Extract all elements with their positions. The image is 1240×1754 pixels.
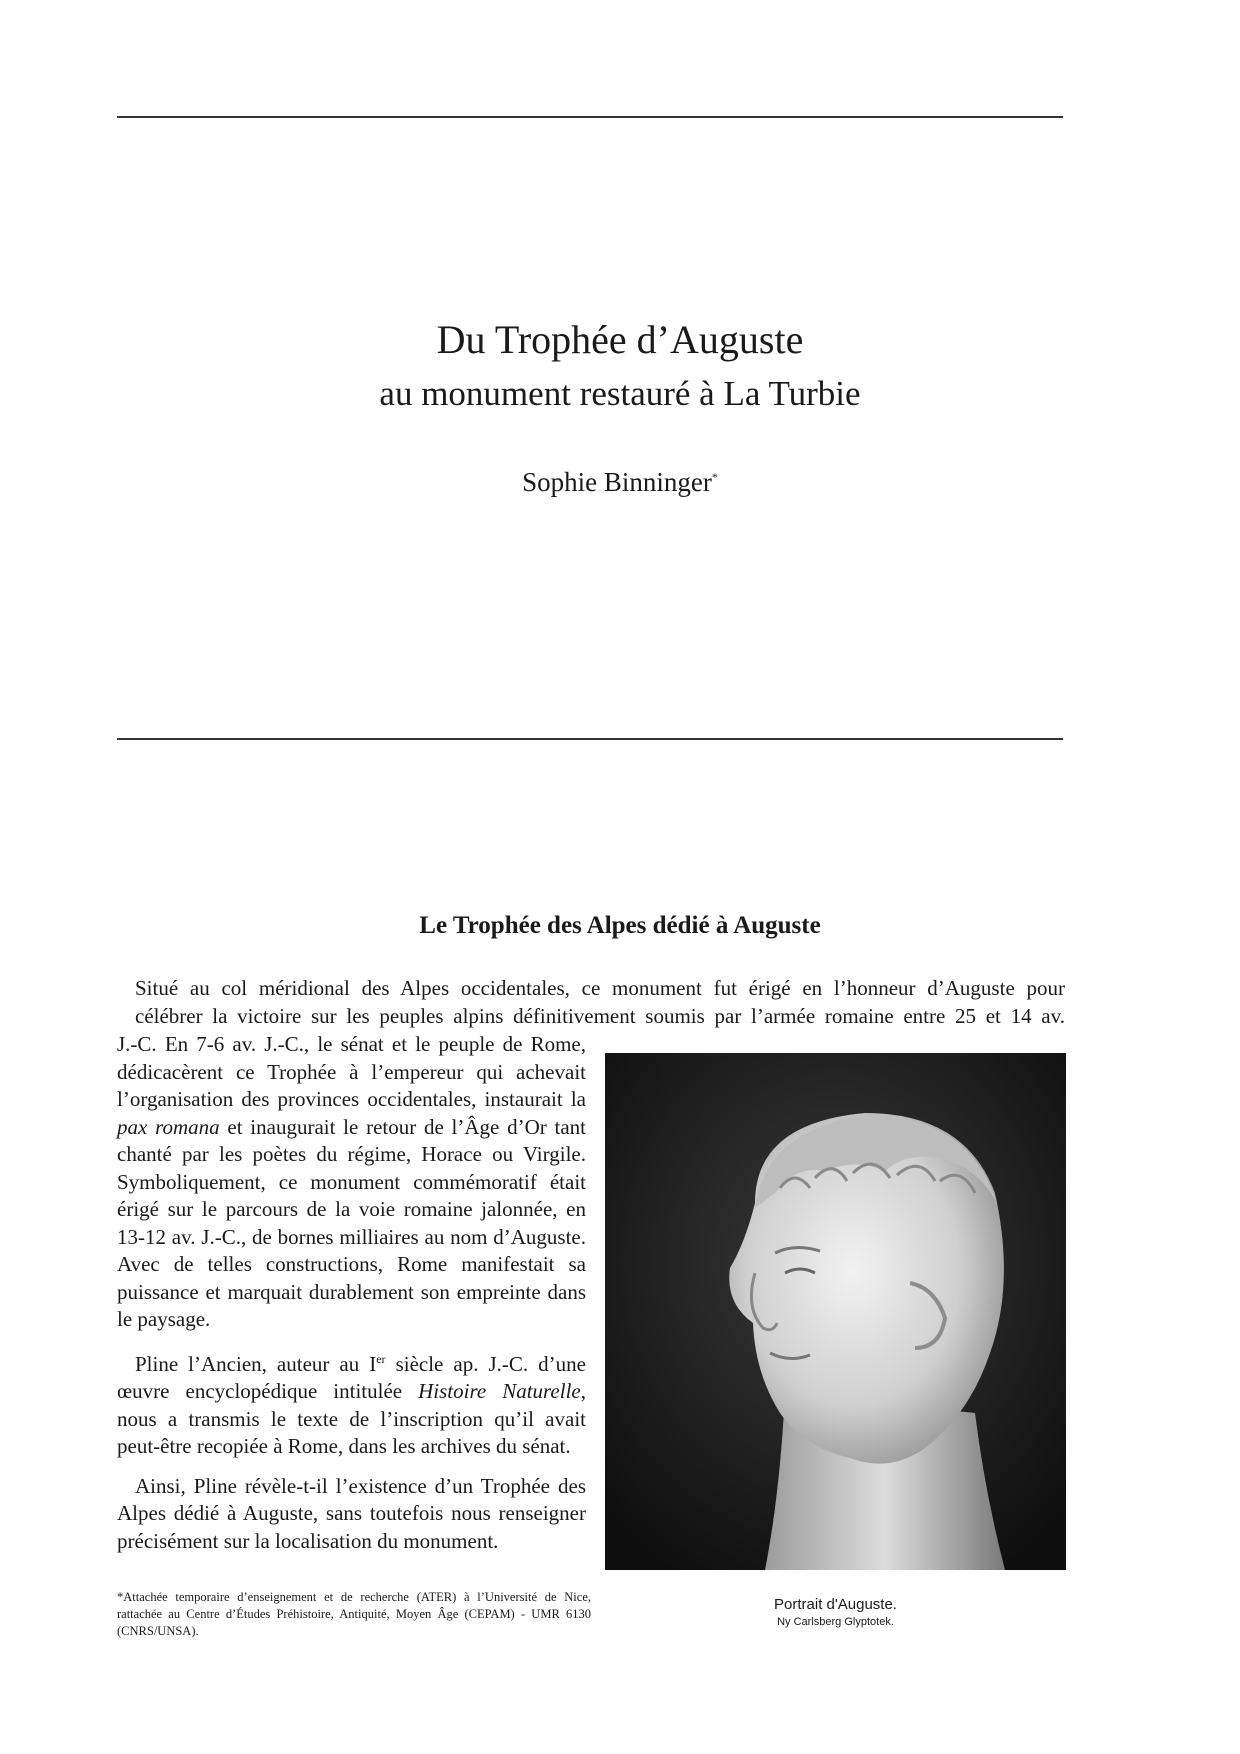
paragraph-1-emphasis: pax romana [117,1114,220,1139]
intro-paragraph [135,975,1065,1030]
page-subtitle: au monument restauré à La Turbie [379,374,861,413]
page-title: Du Trophée d’Auguste [436,317,804,362]
paragraph-2 [117,1346,586,1461]
intro-line-1: Situé au col méridional des Alpes occidentales, ce monument fut érigé en l’honneur d’Auguste pour [135,976,1065,1000]
middle-rule [117,738,1063,740]
left-column [117,1031,586,1567]
paragraph-2-superscript: er [376,1351,386,1366]
paragraph-3: Ainsi, Pline révèle-t-il l’existence d’un Trophée des Alpes dédié à Auguste, sans toutefois nous renseigner précisément sur la localisation du monument. [117,1473,586,1553]
paragraph-1 [117,1031,586,1334]
paragraph-2-middle: siècle ap. J.-C. d’une œuvre encyclopédique intitulée [117,1351,586,1403]
author-footnote-mark: * [711,470,718,484]
paragraph-2-emphasis: Histoire Naturelle [418,1379,581,1403]
section-heading: Le Trophée des Alpes dédié à Auguste [419,912,821,939]
paragraph-1-end: et inaugurait le retour de l’Âge d’Or tant chanté par les poètes du régime, Horace ou Virgile. Symboliquement, ce monument commémoratif était érigé sur le parcours de la voie romaine jalonnée, en 13-12 av. J.-C., de bornes milliaires au nom d’Auguste. Avec de telles constructions, Rome manifestait sa puissance et marquait durablement son empreinte dans le paysage. [117,1114,586,1331]
caption-title: Portrait d'Auguste. [774,1596,897,1613]
paragraph-2-end: , nous a transmis le texte de l’inscription qu’il avait peut-être recopiée à Rome, dans les archives du sénat. [117,1379,586,1458]
augustus-portrait-image [605,1053,1066,1570]
figure-caption [605,1596,1066,1628]
paragraph-1-start: J.-C. En 7-6 av. J.-C., le sénat et le peuple de Rome, dédicacèrent ce Trophée à l’empereur qui achevait l’organisation des provinces occidentales, instaurait la [117,1032,586,1111]
caption-credit: Ny Carlsberg Glyptotek. [777,1616,894,1628]
top-rule [117,116,1063,118]
bust-illustration [605,1053,1066,1570]
paragraph-2-start: Pline l’Ancien, auteur au I [135,1351,377,1376]
author-text: Sophie Binninger [522,467,712,497]
footnote: *Attachée temporaire d’enseignement et de recherche (ATER) à l’Université de Nice, rattachée au Centre d’Études Préhistoire, Antiquité, Moyen Âge (CEPAM) - UMR 6130 (CNRS/UNSA). [117,1590,591,1638]
intro-line-2: célébrer la victoire sur les peuples alpins définitivement soumis par l’armée romaine entre 25 et 14 av. [135,1003,1065,1028]
author-name [0,467,1240,498]
